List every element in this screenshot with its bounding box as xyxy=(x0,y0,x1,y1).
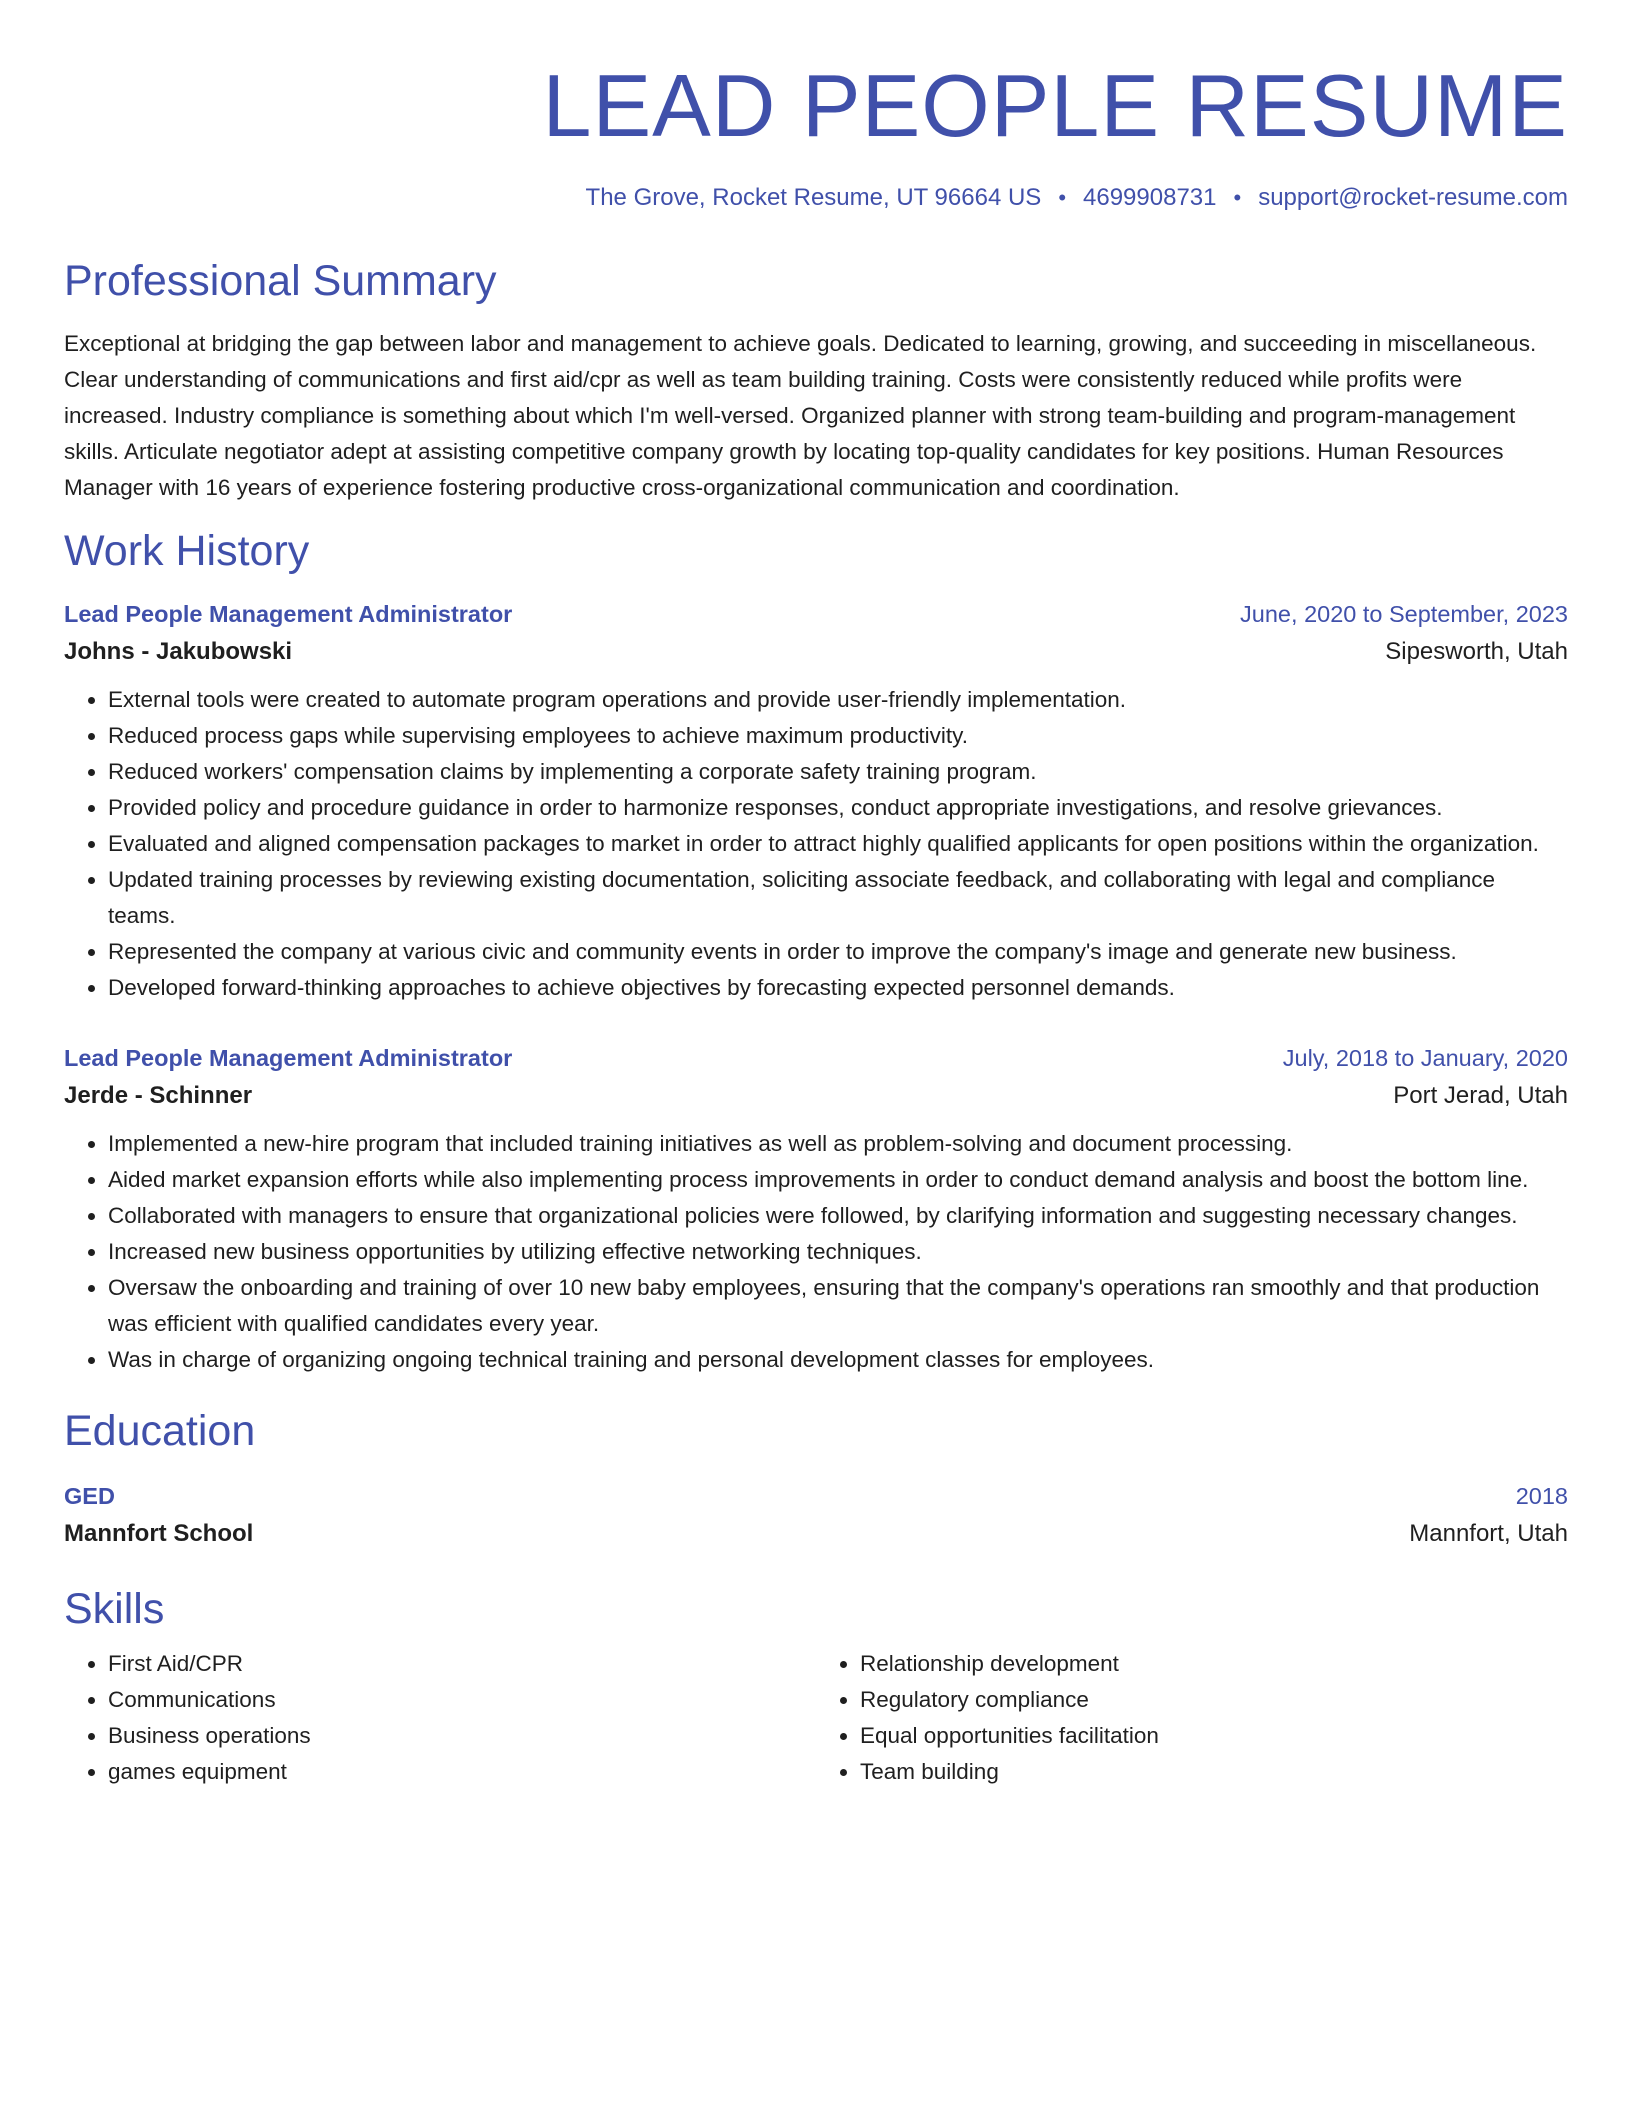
summary-text: Exceptional at bridging the gap between labor and management to achieve goals. Dedicated to learning, growing, and succeeding in miscellaneous. Clear understanding of communications and first aid/cpr as well as team building training. Costs were consistently reduced while profits were increased. Industry compliance is something about which I'm well-versed. Organized planner with strong team-building and program-management skills. Articulate negotiator adept at assisting competitive company growth by locating top-quality candidates for key positions. Human Resources Manager with 16 years of experience fostering productive cross-organizational communication and coordination. xyxy=(64,331,1537,500)
job-bullet: • Aided market expansion efforts while also implementing process improvements in order to conduct demand analysis and boost the bottom line. xyxy=(108,1162,1568,1198)
job-dates: June, 2020 to September, 2023 xyxy=(1240,601,1568,627)
job-location: Port Jerad, Utah xyxy=(1393,1082,1568,1109)
skill-item: • Regulatory compliance xyxy=(860,1682,1568,1718)
job-bullet: • Increased new business opportunities by utilizing effective networking techniques. xyxy=(108,1234,1568,1270)
skill-item: • Communications xyxy=(108,1682,816,1718)
resume-page xyxy=(64,0,1568,1790)
education-year: 2018 xyxy=(1515,1483,1568,1509)
education-entry xyxy=(64,1478,1568,1554)
job-bullet: • Reduced process gaps while supervising employees to achieve maximum productivity. xyxy=(108,718,1568,754)
job-bullet: • Was in charge of organizing ongoing technical training and personal development classes for employees. xyxy=(108,1342,1568,1378)
job-bullet: • Oversaw the onboarding and training of over 10 new baby employees, ensuring that the company's operations ran smoothly and that production was efficient with qualified candidates every year. xyxy=(108,1270,1568,1342)
job-company: Jerde - Schinner xyxy=(64,1082,253,1109)
education-heading: Education xyxy=(64,1407,256,1455)
job-bullet: • Developed forward-thinking approaches to achieve objectives by forecasting expected personnel demands. xyxy=(108,970,1568,1006)
job-bullet: • Represented the company at various civic and community events in order to improve the company's image and generate new business. xyxy=(108,934,1568,970)
job-header-row xyxy=(64,596,1568,632)
skill-item: • Business operations xyxy=(108,1718,816,1754)
job-dates: July, 2018 to January, 2020 xyxy=(1282,1045,1568,1071)
skills-column-right xyxy=(816,1646,1568,1790)
education-degree: GED xyxy=(64,1483,115,1509)
skills-list xyxy=(64,1646,1568,1790)
job-bullet: • Collaborated with managers to ensure that organizational policies were followed, by clarifying information and suggesting necessary changes. xyxy=(108,1198,1568,1234)
job-company-row xyxy=(64,632,1568,672)
job-bullet: • Provided policy and procedure guidance in order to harmonize responses, conduct appropriate investigations, and resolve grievances. xyxy=(108,790,1568,826)
contact-address: The Grove, Rocket Resume, UT 96664 US xyxy=(585,184,1042,211)
job-company: Johns - Jakubowski xyxy=(64,638,293,665)
job-location: Sipesworth, Utah xyxy=(1385,638,1568,665)
skill-item: • games equipment xyxy=(108,1754,816,1790)
education-location: Mannfort, Utah xyxy=(1409,1520,1568,1547)
skills-heading: Skills xyxy=(64,1585,165,1633)
education-school-row xyxy=(64,1514,1568,1554)
job-bullet: • Reduced workers' compensation claims by implementing a corporate safety training program. xyxy=(108,754,1568,790)
job-entry xyxy=(64,596,1568,1006)
skills-column-left xyxy=(64,1646,816,1790)
skill-item: • Team building xyxy=(860,1754,1568,1790)
job-bullets xyxy=(64,1126,1568,1378)
skill-item: • Relationship development xyxy=(860,1646,1568,1682)
job-role: Lead People Management Administrator xyxy=(64,1045,513,1071)
skill-item: • First Aid/CPR xyxy=(108,1646,816,1682)
job-bullet: • Evaluated and aligned compensation packages to market in order to attract highly qualified applicants for open positions within the organization. xyxy=(108,826,1568,862)
work-history-heading: Work History xyxy=(64,527,310,575)
contact-separator: • xyxy=(1233,185,1242,210)
job-company-row xyxy=(64,1076,1568,1116)
education-header-row xyxy=(64,1478,1568,1514)
summary-heading: Professional Summary xyxy=(64,257,497,305)
job-header-row xyxy=(64,1040,1568,1076)
job-entry xyxy=(64,1040,1568,1378)
job-bullet: • Implemented a new-hire program that included training initiatives as well as problem-solving and document processing. xyxy=(108,1126,1568,1162)
resume-name: LEAD PEOPLE RESUME xyxy=(542,56,1568,155)
education-school: Mannfort School xyxy=(64,1520,254,1547)
contact-separator: • xyxy=(1058,185,1067,210)
skill-item: • Equal opportunities facilitation xyxy=(860,1718,1568,1754)
job-bullets xyxy=(64,682,1568,1006)
contact-line xyxy=(64,182,1568,214)
job-bullet: • External tools were created to automate program operations and provide user-friendly implementation. xyxy=(108,682,1568,718)
job-bullet: • Updated training processes by reviewing existing documentation, soliciting associate feedback, and collaborating with legal and compliance teams. xyxy=(108,862,1568,934)
contact-email: support@rocket-resume.com xyxy=(1258,184,1568,211)
job-role: Lead People Management Administrator xyxy=(64,601,513,627)
contact-phone: 4699908731 xyxy=(1083,184,1217,211)
